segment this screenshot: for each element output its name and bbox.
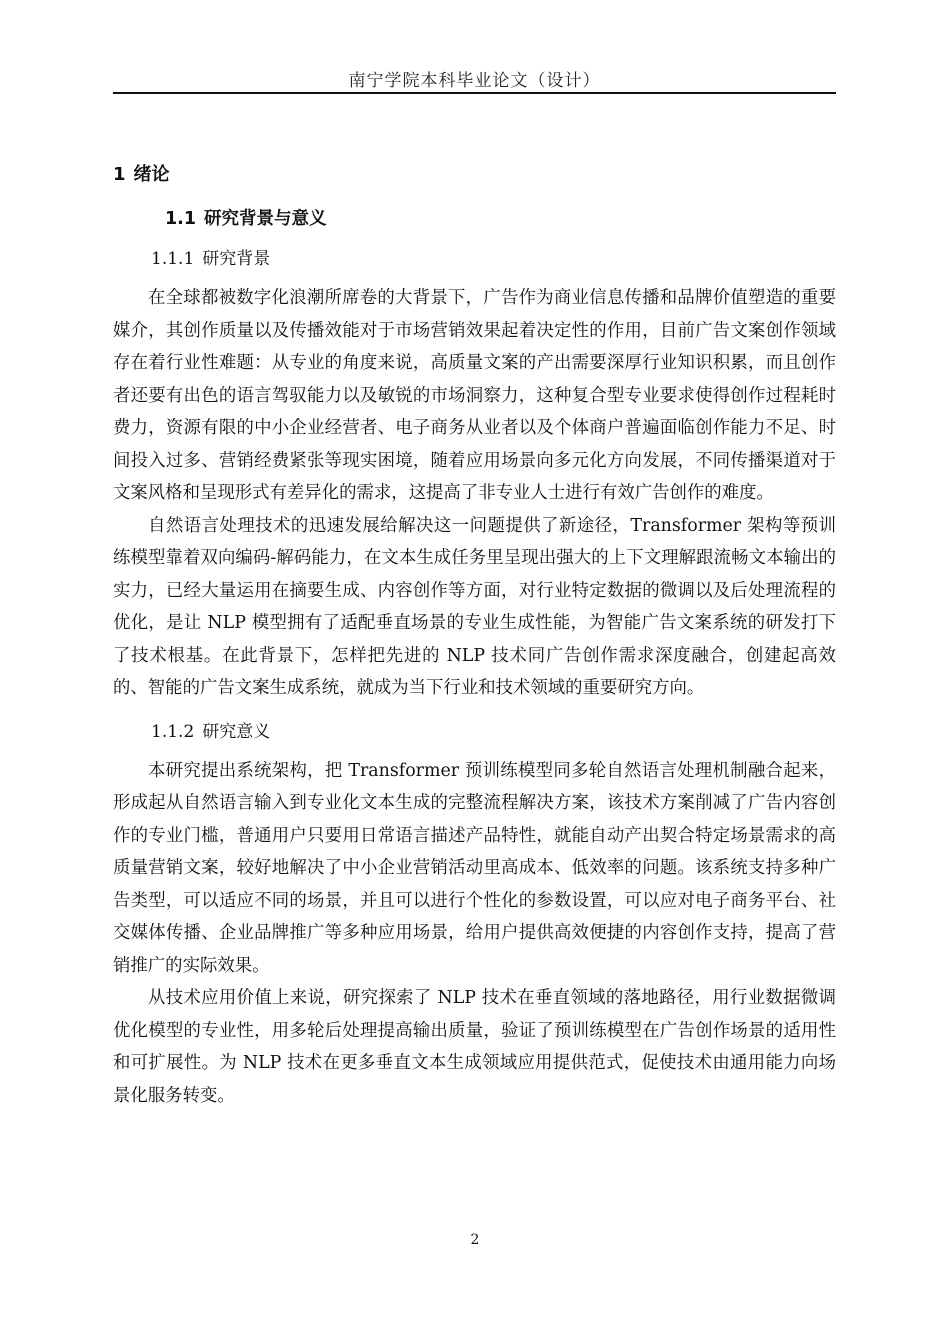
body-paragraph: 自然语言处理技术的迅速发展给解决这一问题提供了新途径，Transformer 架构等预训练模型靠着双向编码-解码能力，在文本生成任务里呈现出强大的上下文理解跟流畅文本输出的实力，已经大量运用在摘要生成、内容创作等方面，对行业特定数据的微调以及后处理流程的优化，是让 NLP 模型拥有了适配垂直场景的专业生成性能，为智能广告文案系统的研发打下了技术根基。在此背景下，怎样把先进的 NLP 技术同广告创作需求深度融合，创建起高效的、智能的广告文案生成系统，就成为当下行业和技术领域的重要研究方向。 xyxy=(113,515,836,698)
body-paragraph: 本研究提出系统架构，把 Transformer 预训练模型同多轮自然语言处理机制融合起来，形成起从自然语言输入到专业化文本生成的完整流程解决方案，该技术方案削减了广告内容创作的专业门槛，普通用户只要用日常语言描述产品特性，就能自动产出契合特定场景需求的高质量营销文案，较好地解决了中小企业营销活动里高成本、低效率的问题。该系统支持多种广告类型，可以适应不同的场景，并且可以进行个性化的参数设置，可以应对电子商务平台、社交媒体传播、企业品牌推广等多种应用场景，给用户提供高效便捷的内容创作支持，提高了营销推广的实际效果。 xyxy=(113,760,836,976)
subsection-heading-background xyxy=(151,242,836,276)
body-paragraph: 在全球都被数字化浪潮所席卷的大背景下，广告作为商业信息传播和品牌价值塑造的重要媒介，其创作质量以及传播效能对于市场营销效果起着决定性的作用，目前广告文案创作领域存在着行业性难题：从专业的角度来说，高质量文案的产出需要深厚行业知识积累，而且创作者还要有出色的语言驾驭能力以及敏锐的市场洞察力，这种复合型专业要求使得创作过程耗时费力，资源有限的中小企业经营者、电子商务从业者以及个体商户普遍面临创作能力不足、时间投入过多、营销经费紧张等现实困境，随着应用场景向多元化方向发展，不同传播渠道对于文案风格和呈现形式有差异化的需求，这提高了非专业人士进行有效广告创作的难度。 xyxy=(113,288,836,503)
page-content xyxy=(113,158,836,1112)
chapter-number: 1 xyxy=(113,164,126,185)
header-rule xyxy=(113,92,836,94)
section-number: 1.1 xyxy=(165,209,197,229)
chapter-title: 绪论 xyxy=(133,164,170,185)
subsection-title: 研究意义 xyxy=(202,721,271,742)
section-title: 研究背景与意义 xyxy=(204,209,327,229)
subsection-number: 1.1.2 xyxy=(151,721,195,742)
page-number: 2 xyxy=(470,1232,480,1248)
subsection-heading-significance xyxy=(151,715,836,749)
body-paragraph: 从技术应用价值上来说，研究探索了 NLP 技术在垂直领域的落地路径，用行业数据微调优化模型的专业性，用多轮后处理提高输出质量，验证了预训练模型在广告创作场景的适用性和可扩展性。为 NLP 技术在更多垂直文本生成领域应用提供范式，促使技术由通用能力向场景化服务转变。 xyxy=(113,988,836,1106)
section-heading xyxy=(165,202,836,236)
subsection-title: 研究背景 xyxy=(202,249,271,269)
chapter-heading xyxy=(113,158,836,192)
running-header: 南宁学院本科毕业论文（设计） xyxy=(348,71,601,91)
subsection-number: 1.1.1 xyxy=(151,249,195,269)
